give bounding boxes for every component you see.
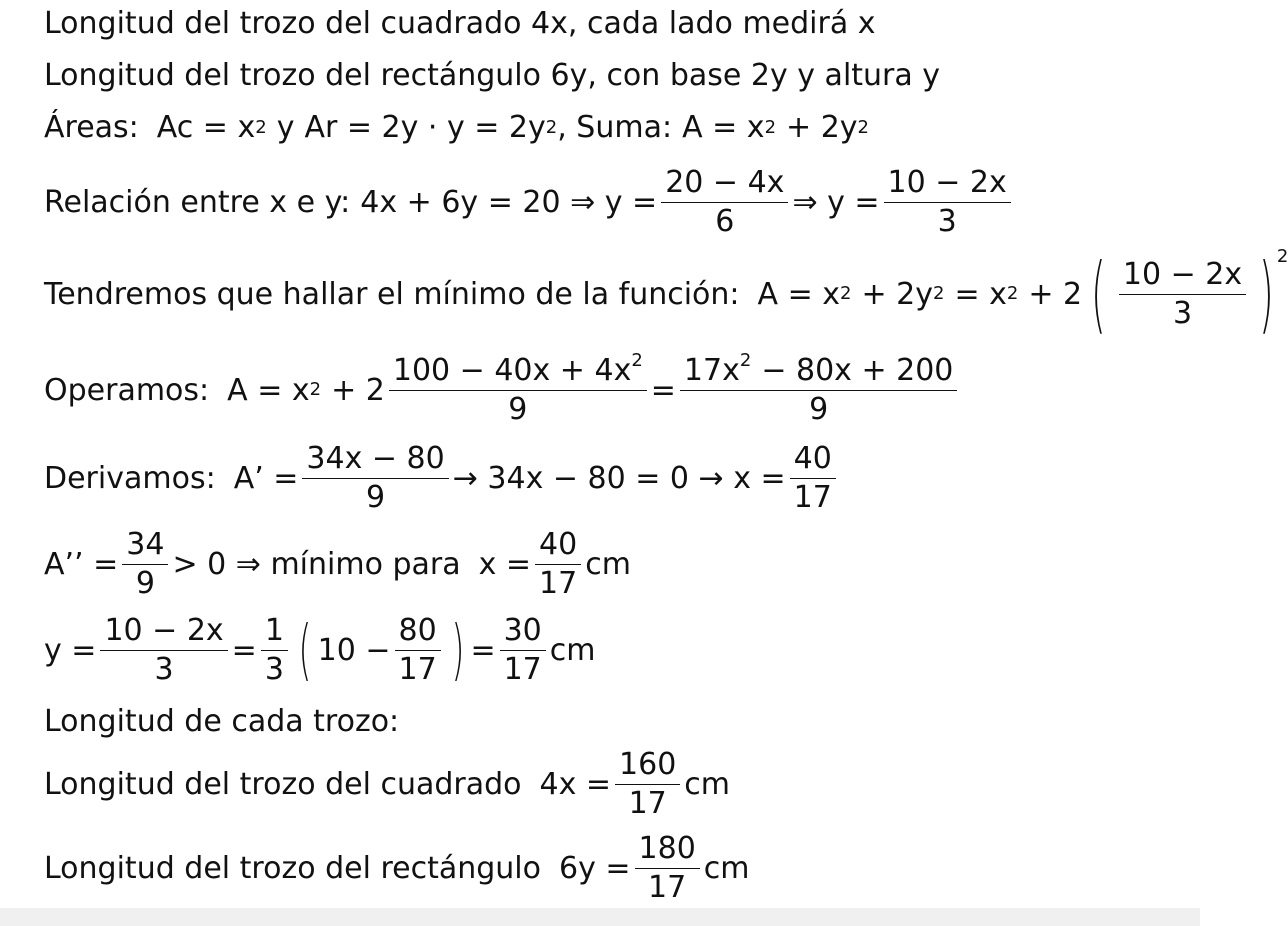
denominator: 17 xyxy=(648,869,687,905)
numerator xyxy=(680,352,957,391)
fraction xyxy=(635,830,700,906)
denominator: 3 xyxy=(154,651,174,687)
label: Relación entre x e y: xyxy=(44,184,351,220)
numerator: 10 − 2x xyxy=(884,164,1011,203)
math: 10 − xyxy=(317,632,391,668)
numerator: 40 xyxy=(535,526,581,565)
line-each-piece xyxy=(44,704,399,739)
denominator: 17 xyxy=(503,651,542,687)
denominator: 17 xyxy=(539,565,578,601)
fraction xyxy=(661,164,788,240)
exp: 2 xyxy=(1276,245,1288,267)
label: Áreas: xyxy=(44,110,139,145)
line-derivative xyxy=(44,440,840,516)
math: A = x xyxy=(757,276,841,312)
math: x = xyxy=(478,546,532,582)
numerator: 180 xyxy=(635,830,700,869)
numerator: 1 xyxy=(261,612,288,651)
numerator: 30 xyxy=(500,612,546,651)
right-paren: ) xyxy=(451,611,465,688)
line-operate: Operamos: A = x 2 + 2 $\frac{100 - 40x + 4x^2}{9}$ = $\frac{17x^2 - 80x + 200}{9}$ xyxy=(44,352,961,428)
numerator xyxy=(389,352,647,391)
line-areas: Áreas: Ac = x 2 y Ar = 2y · y = 2y 2 , Suma: A = x 2 + 2y 2 xyxy=(44,110,869,145)
math: 6y = xyxy=(559,850,631,886)
text: Longitud de cada trozo: xyxy=(44,704,400,739)
numerator: 160 xyxy=(615,746,680,785)
denominator: 3 xyxy=(937,203,957,239)
line-function: Tendremos que hallar el mínimo de la función: A = x 2 + 2y 2 = x 2 + 2 ( $\frac{10 - 2x}{3}$ ) 2 xyxy=(44,245,1288,343)
fraction xyxy=(122,526,168,602)
fraction xyxy=(302,440,448,516)
math: A’ = xyxy=(233,460,299,496)
text: , Suma: xyxy=(557,110,673,145)
term: 100 − 40x + 4x xyxy=(392,353,632,388)
math: > 0 ⇒ mínimo para xyxy=(172,546,461,582)
exp: 2 xyxy=(739,350,752,371)
fraction xyxy=(1119,256,1246,332)
denominator: 17 xyxy=(398,651,437,687)
exp: 2 xyxy=(631,350,643,371)
numerator: 10 − 2x xyxy=(100,612,227,651)
numerator: 34 xyxy=(122,526,168,565)
line-y-value xyxy=(44,612,596,688)
math: 4x = xyxy=(539,766,612,802)
left-paren: ( xyxy=(1091,245,1106,343)
fraction xyxy=(615,746,680,822)
fraction xyxy=(100,612,227,688)
denominator: 3 xyxy=(264,651,284,687)
line-rectangle-length xyxy=(44,58,940,93)
math: = xyxy=(650,372,676,408)
math: = xyxy=(470,632,496,668)
numerator: 20 − 4x xyxy=(661,164,788,203)
denominator: 9 xyxy=(809,391,829,427)
unit: cm xyxy=(684,766,731,802)
text: Longitud del trozo del cuadrado 4x, cada lado medirá x xyxy=(44,6,876,41)
math: y xyxy=(276,110,295,145)
fraction xyxy=(261,612,288,688)
math: A = x xyxy=(682,110,765,145)
fraction xyxy=(790,440,836,516)
numerator: 80 xyxy=(395,612,441,651)
denominator: 17 xyxy=(628,785,667,821)
line-relation xyxy=(44,164,1015,240)
fraction xyxy=(680,352,957,428)
right-paren: ) xyxy=(1259,245,1274,343)
denominator: 9 xyxy=(508,391,528,427)
math: ⇒ y = xyxy=(792,184,880,220)
math: 4x + 6y = 20 ⇒ y = xyxy=(360,184,658,220)
math: + 2 xyxy=(1028,276,1083,312)
fraction xyxy=(535,526,581,602)
line-second-derivative xyxy=(44,526,631,602)
denominator: 6 xyxy=(715,203,735,239)
math: A’’ = xyxy=(44,546,119,582)
math: + 2 xyxy=(331,372,385,408)
numerator: 34x − 80 xyxy=(302,440,448,479)
term: − 80x + 200 xyxy=(761,353,954,388)
unit: cm xyxy=(585,546,631,582)
fraction xyxy=(395,612,441,688)
numerator: 40 xyxy=(790,440,836,479)
parenthesized-fraction xyxy=(1082,245,1283,343)
term: 17x xyxy=(683,353,740,388)
unit: cm xyxy=(703,850,750,886)
math: = xyxy=(231,632,257,668)
line-square-length xyxy=(44,6,876,41)
label: Operamos: xyxy=(44,372,210,408)
label: Tendremos que hallar el mínimo de la función: xyxy=(44,276,740,312)
line-rectangle-result xyxy=(44,830,750,906)
left-paren: ( xyxy=(298,611,312,688)
math: A = x xyxy=(227,372,310,408)
math: Ac = x xyxy=(156,110,256,145)
text: Longitud del trozo del rectángulo 6y, con base 2y y altura y xyxy=(44,58,941,93)
denominator: 3 xyxy=(1172,295,1193,331)
denominator: 9 xyxy=(366,479,386,515)
line-square-result xyxy=(44,746,730,822)
text: Longitud del trozo del rectángulo xyxy=(44,850,541,886)
bottom-band xyxy=(0,908,1200,926)
unit: cm xyxy=(549,632,596,668)
math: + 2y xyxy=(861,276,933,312)
label: Derivamos: xyxy=(44,460,216,496)
denominator: 17 xyxy=(793,479,832,515)
text: Longitud del trozo del cuadrado xyxy=(44,766,522,802)
numerator: 10 − 2x xyxy=(1119,256,1246,295)
math: + 2y xyxy=(786,110,858,145)
fraction xyxy=(389,352,647,428)
fraction xyxy=(500,612,546,688)
fraction xyxy=(884,164,1011,240)
math: = x xyxy=(954,276,1007,312)
denominator: 9 xyxy=(135,565,155,601)
math: y = xyxy=(44,632,97,668)
math: Ar = 2y · y = 2y xyxy=(304,110,546,145)
math: → 34x − 80 = 0 → x = xyxy=(452,460,786,496)
